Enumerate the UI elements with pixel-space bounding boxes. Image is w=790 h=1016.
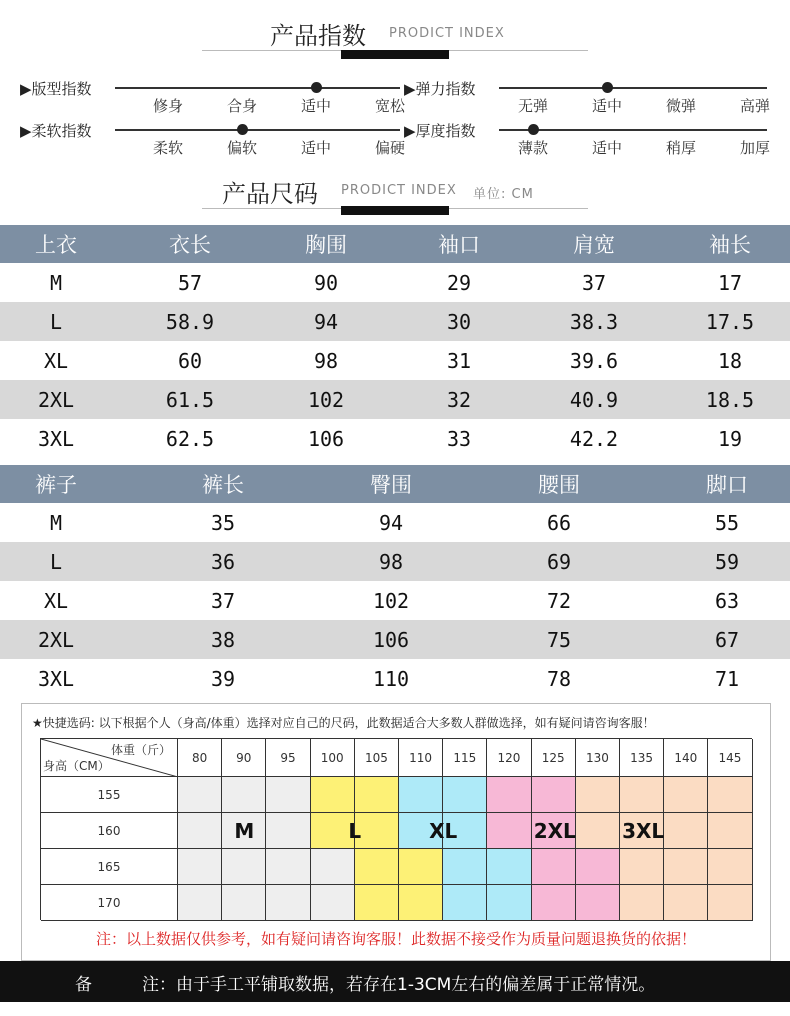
size-title (0, 170, 790, 220)
table-cell: 2XL (37, 627, 75, 652)
size-cell (576, 885, 620, 921)
weight-header: 100 (311, 739, 355, 777)
size-cell (222, 849, 266, 885)
size-region-label: L (348, 819, 362, 843)
index-line (115, 129, 400, 131)
header-cell: 臀围 (370, 473, 412, 497)
size-cell (443, 777, 487, 813)
index-option: 稍厚 (665, 139, 697, 157)
weight-header: 140 (664, 739, 708, 777)
table-cell: 58.9 (165, 309, 215, 334)
index-option: 适中 (591, 97, 623, 115)
size-cell (266, 777, 310, 813)
size-cell (266, 849, 310, 885)
height-header: 170 (41, 885, 178, 921)
index-label: ▶柔软指数 (20, 122, 92, 140)
size-cell (664, 813, 708, 849)
size-cell (311, 777, 355, 813)
table-cell: 102 (307, 387, 345, 412)
table-cell: 38.3 (569, 309, 619, 334)
weight-header: 80 (178, 739, 222, 777)
size-cell (708, 777, 752, 813)
table-cell: 17 (717, 270, 743, 295)
table-cell: 17.5 (705, 309, 755, 334)
index-option: 宽松 (374, 97, 406, 115)
table-cell: 62.5 (165, 426, 215, 451)
header-cell: 裤长 (202, 473, 244, 497)
title-bar (341, 206, 449, 215)
weight-header: 130 (576, 739, 620, 777)
weight-header: 120 (487, 739, 531, 777)
table-row (0, 503, 790, 542)
size-cell (664, 849, 708, 885)
size-cell (487, 777, 531, 813)
index-line (499, 87, 767, 89)
table-cell: 35 (210, 510, 236, 535)
table-header (0, 225, 790, 263)
title-main: 产品尺码 (222, 180, 318, 208)
grid-corner (41, 739, 178, 777)
size-cell (576, 777, 620, 813)
size-region-label: 2XL (533, 819, 576, 843)
table-cell: 18.5 (705, 387, 755, 412)
size-cell (532, 777, 576, 813)
index-row (404, 120, 784, 162)
table-cell: 33 (446, 426, 472, 451)
height-header: 155 (41, 777, 178, 813)
quick-select-box (21, 703, 771, 961)
table-cell: 60 (177, 348, 203, 373)
index-row (20, 78, 406, 120)
table-row (0, 581, 790, 620)
title-main: 产品指数 (270, 22, 366, 50)
title-bar (341, 50, 449, 59)
size-cell (178, 885, 222, 921)
table-row (0, 620, 790, 659)
size-cell (664, 777, 708, 813)
size-cell (399, 885, 443, 921)
table-row (0, 659, 790, 698)
size-cell (178, 813, 222, 849)
table-row (0, 302, 790, 341)
header-cell: 上衣 (35, 233, 77, 257)
weight-header: 105 (355, 739, 399, 777)
size-cell (708, 849, 752, 885)
size-cell (576, 849, 620, 885)
weight-header: 115 (443, 739, 487, 777)
title-sub: PRODICT INDEX (389, 26, 505, 41)
table-cell: 66 (546, 510, 572, 535)
table-cell: 78 (546, 666, 572, 691)
table-row (0, 542, 790, 581)
size-cell (620, 885, 664, 921)
table-cell: 55 (714, 510, 740, 535)
size-region-label: M (234, 819, 255, 843)
table-cell: M (49, 510, 63, 535)
size-cell (532, 885, 576, 921)
index-option: 偏软 (226, 139, 258, 157)
table-cell: 2XL (37, 387, 75, 412)
table-cell: 63 (714, 588, 740, 613)
size-cell (311, 849, 355, 885)
index-label: ▶厚度指数 (404, 122, 476, 140)
table-cell: 36 (210, 549, 236, 574)
header-cell: 袖长 (709, 233, 751, 257)
table-cell: 98 (313, 348, 339, 373)
index-selected-dot (237, 124, 248, 135)
weight-header: 145 (708, 739, 752, 777)
table-cell: XL (43, 348, 69, 373)
note-label: 备 (75, 975, 92, 995)
table-cell: 106 (372, 627, 410, 652)
index-option: 合身 (226, 97, 258, 115)
table-cell: 31 (446, 348, 472, 373)
size-region-label: XL (429, 819, 458, 843)
height-header: 160 (41, 813, 178, 849)
index-selected-dot (311, 82, 322, 93)
table-cell: 57 (177, 270, 203, 295)
index-row (404, 78, 784, 120)
size-cell (266, 885, 310, 921)
size-cell (708, 885, 752, 921)
height-header: 165 (41, 849, 178, 885)
index-option: 加厚 (739, 139, 771, 157)
size-cell (222, 885, 266, 921)
size-cell (266, 813, 310, 849)
table-cell: 59 (714, 549, 740, 574)
size-cell (178, 849, 222, 885)
header-cell: 袖口 (438, 233, 480, 257)
header-cell: 腰围 (538, 473, 580, 497)
size-cell (178, 777, 222, 813)
size-cell (222, 777, 266, 813)
weight-header: 90 (222, 739, 266, 777)
header-cell: 胸围 (305, 233, 347, 257)
header-cell: 衣长 (169, 233, 211, 257)
table-cell: 106 (307, 426, 345, 451)
header-cell: 裤子 (35, 473, 77, 497)
size-cell (355, 849, 399, 885)
index-option: 薄款 (517, 139, 549, 157)
index-label: ▶弹力指数 (404, 80, 476, 98)
table-cell: 75 (546, 627, 572, 652)
table-cell: 37 (210, 588, 236, 613)
table-cell: XL (43, 588, 69, 613)
table-cell: 90 (313, 270, 339, 295)
size-cell (355, 777, 399, 813)
table-cell: 19 (717, 426, 743, 451)
table-cell: 71 (714, 666, 740, 691)
size-cell (443, 849, 487, 885)
disclaimer: 注：以上数据仅供参考，如有疑问请咨询客服！此数据不接受作为质量问题退换货的依据！ (95, 930, 696, 948)
index-option: 微弹 (665, 97, 697, 115)
size-cell (620, 777, 664, 813)
index-option: 修身 (152, 97, 184, 115)
table-cell: L (49, 549, 63, 574)
size-cell (664, 885, 708, 921)
table-cell: 94 (313, 309, 339, 334)
index-option: 适中 (300, 139, 332, 157)
table-cell: 110 (372, 666, 410, 691)
table-cell: 102 (372, 588, 410, 613)
index-line (499, 129, 767, 131)
index-row (20, 120, 406, 162)
table-cell: 42.2 (569, 426, 619, 451)
size-cell (620, 849, 664, 885)
table-cell: 98 (378, 549, 404, 574)
index-option: 适中 (591, 139, 623, 157)
header-cell: 脚口 (706, 473, 748, 497)
size-cell (532, 849, 576, 885)
index-selected-dot (528, 124, 539, 135)
table-cell: 39 (210, 666, 236, 691)
index-option: 偏硬 (374, 139, 406, 157)
table-cell: L (49, 309, 63, 334)
index-selected-dot (602, 82, 613, 93)
bottom-note-bar (0, 961, 790, 1002)
table-cell: 40.9 (569, 387, 619, 412)
table-header (0, 465, 790, 503)
size-cell (443, 885, 487, 921)
size-grid (40, 738, 752, 920)
table-cell: 18 (717, 348, 743, 373)
index-label: ▶版型指数 (20, 80, 92, 98)
table-cell: 29 (446, 270, 472, 295)
size-cell (487, 813, 531, 849)
table-cell: 67 (714, 627, 740, 652)
index-option: 柔软 (152, 139, 184, 157)
header-cell: 肩宽 (573, 233, 615, 257)
weight-header: 135 (620, 739, 664, 777)
table-cell: 3XL (37, 426, 75, 451)
size-cell (576, 813, 620, 849)
index-line (115, 87, 400, 89)
index-option: 无弹 (517, 97, 549, 115)
table-row (0, 419, 790, 458)
size-cell (399, 777, 443, 813)
weight-axis-label: 体重（斤） (110, 743, 171, 757)
table-row (0, 341, 790, 380)
weight-header: 95 (266, 739, 310, 777)
table-cell: 37 (581, 270, 607, 295)
table-cell: 94 (378, 510, 404, 535)
size-region-label: 3XL (622, 819, 665, 843)
size-cell (399, 849, 443, 885)
product-index-title (0, 12, 790, 62)
index-option: 适中 (300, 97, 332, 115)
size-cell (487, 885, 531, 921)
table-cell: 30 (446, 309, 472, 334)
size-cell (311, 885, 355, 921)
weight-header: 125 (532, 739, 576, 777)
height-axis-label: 身高（CM） (43, 759, 110, 773)
table-cell: 32 (446, 387, 472, 412)
table-cell: M (49, 270, 63, 295)
table-row (0, 263, 790, 302)
table-cell: 61.5 (165, 387, 215, 412)
quick-select-note: ★快捷选码: 以下根据个人（身高/体重）选择对应自己的尺码，此数据适合大多数人群做选择，如有疑问请咨询客服！ (32, 716, 655, 730)
table-cell: 3XL (37, 666, 75, 691)
title-sub: PRODICT INDEX (341, 183, 457, 198)
weight-header: 110 (399, 739, 443, 777)
table-cell: 69 (546, 549, 572, 574)
note-text: 注：由于手工平铺取数据，若存在1-3CM左右的偏差属于正常情况。 (142, 975, 656, 995)
table-row (0, 380, 790, 419)
unit-label: 单位: CM (473, 187, 534, 202)
size-cell (708, 813, 752, 849)
table-cell: 39.6 (569, 348, 619, 373)
table-cell: 38 (210, 627, 236, 652)
size-cell (355, 885, 399, 921)
index-option: 高弹 (739, 97, 771, 115)
size-cell (487, 849, 531, 885)
table-cell: 72 (546, 588, 572, 613)
